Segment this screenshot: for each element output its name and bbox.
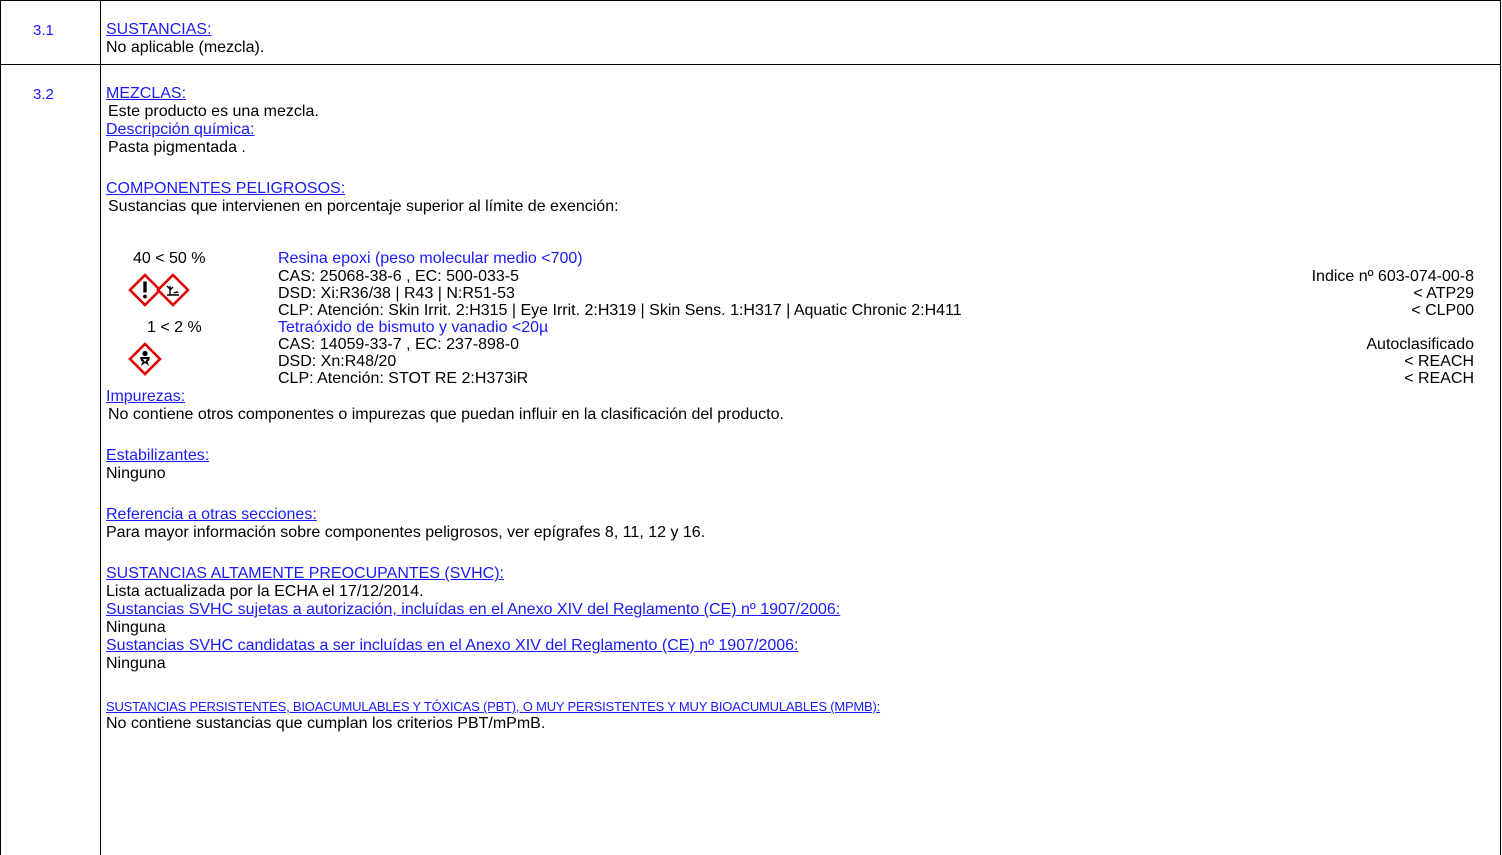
svhc-candidate-text: Ninguna xyxy=(106,655,166,672)
component-2-cas: CAS: 14059-33-7 , EC: 237-898-0 xyxy=(278,336,520,353)
svhc-text: Lista actualizada por la ECHA el 17/12/2014. xyxy=(106,583,424,600)
impurities-text: No contiene otros componentes o impurezas que puedan influir en la clasificación del producto. xyxy=(108,406,784,423)
component-2-ref-clp: < REACH xyxy=(1404,370,1474,387)
impurities-heading: Impurezas: xyxy=(106,388,186,405)
svhc-heading: SUSTANCIAS ALTAMENTE PREOCUPANTES (SVHC): xyxy=(106,565,504,582)
component-2-dsd: DSD: Xn:R48/20 xyxy=(278,353,397,370)
mixtures-text: Este producto es una mezcla. xyxy=(108,103,319,120)
hazardous-components-intro: Sustancias que intervienen en porcentaje superior al límite de exención: xyxy=(108,198,619,215)
component-1-clp: CLP: Atención: Skin Irrit. 2:H315 | Eye Irrit. 2:H319 | Skin Sens. 1:H317 | Aquatic Chronic 2:H411 xyxy=(278,302,962,319)
component-2-classification: Autoclasificado xyxy=(1366,336,1474,353)
chemical-description-heading: Descripción química: xyxy=(106,121,255,138)
pbt-heading: SUSTANCIAS PERSISTENTES, BIOACUMULABLES Y TÓXICAS (PBT), O MUY PERSISTENTES Y MUY BIOACUMULABLES (MPMB): xyxy=(106,699,881,714)
component-1-name: Resina epoxi (peso molecular medio <700) xyxy=(278,250,583,267)
environment-icon xyxy=(156,273,190,307)
stabilizers-text: Ninguno xyxy=(106,465,166,482)
health-hazard-icon xyxy=(128,342,162,376)
left-border xyxy=(0,0,1,855)
section-number-3-1: 3.1 xyxy=(33,22,54,39)
section-number-3-2: 3.2 xyxy=(33,86,54,103)
component-1-ref-clp: < CLP00 xyxy=(1411,302,1474,319)
substances-heading: SUSTANCIAS: xyxy=(106,21,212,38)
component-2-clp: CLP: Atención: STOT RE 2:H373iR xyxy=(278,370,529,387)
component-2-ref-dsd: < REACH xyxy=(1404,353,1474,370)
hazardous-components-heading: COMPONENTES PELIGROSOS: xyxy=(106,180,346,197)
references-heading: Referencia a otras secciones: xyxy=(106,506,317,523)
component-1-cas: CAS: 25068-38-6 , EC: 500-033-5 xyxy=(278,268,520,285)
mixtures-heading: MEZCLAS: xyxy=(106,85,187,102)
component-1-index: Indice nº 603-074-00-8 xyxy=(1311,268,1474,285)
component-1-percent: 40 < 50 % xyxy=(133,250,206,267)
substances-text: No aplicable (mezcla). xyxy=(106,39,265,56)
component-1-dsd: DSD: Xi:R36/38 | R43 | N:R51-53 xyxy=(278,285,515,302)
right-border xyxy=(1500,0,1501,855)
pbt-text: No contiene sustancias que cumplan los criterios PBT/mPmB. xyxy=(106,715,546,732)
component-1-ref-dsd: < ATP29 xyxy=(1413,285,1474,302)
svhc-authorisation-text: Ninguna xyxy=(106,619,166,636)
svhc-authorisation-heading: Sustancias SVHC sujetas a autorización, incluídas en el Anexo XIV del Reglamento (CE) nº 1907/2006: xyxy=(106,601,841,618)
component-2-percent: 1 < 2 % xyxy=(147,319,202,336)
stabilizers-heading: Estabilizantes: xyxy=(106,447,210,464)
svhc-candidate-heading: Sustancias SVHC candidatas a ser incluídas en el Anexo XIV del Reglamento (CE) nº 1907/2006: xyxy=(106,637,799,654)
references-text: Para mayor información sobre componentes peligrosos, ver epígrafes 8, 11, 12 y 16. xyxy=(106,524,706,541)
component-2-name: Tetraóxido de bismuto y vanadio <20µ xyxy=(278,319,549,336)
row-divider xyxy=(0,64,1501,65)
column-divider xyxy=(100,0,101,855)
chemical-description-text: Pasta pigmentada . xyxy=(108,139,246,156)
top-border xyxy=(0,0,1501,1)
